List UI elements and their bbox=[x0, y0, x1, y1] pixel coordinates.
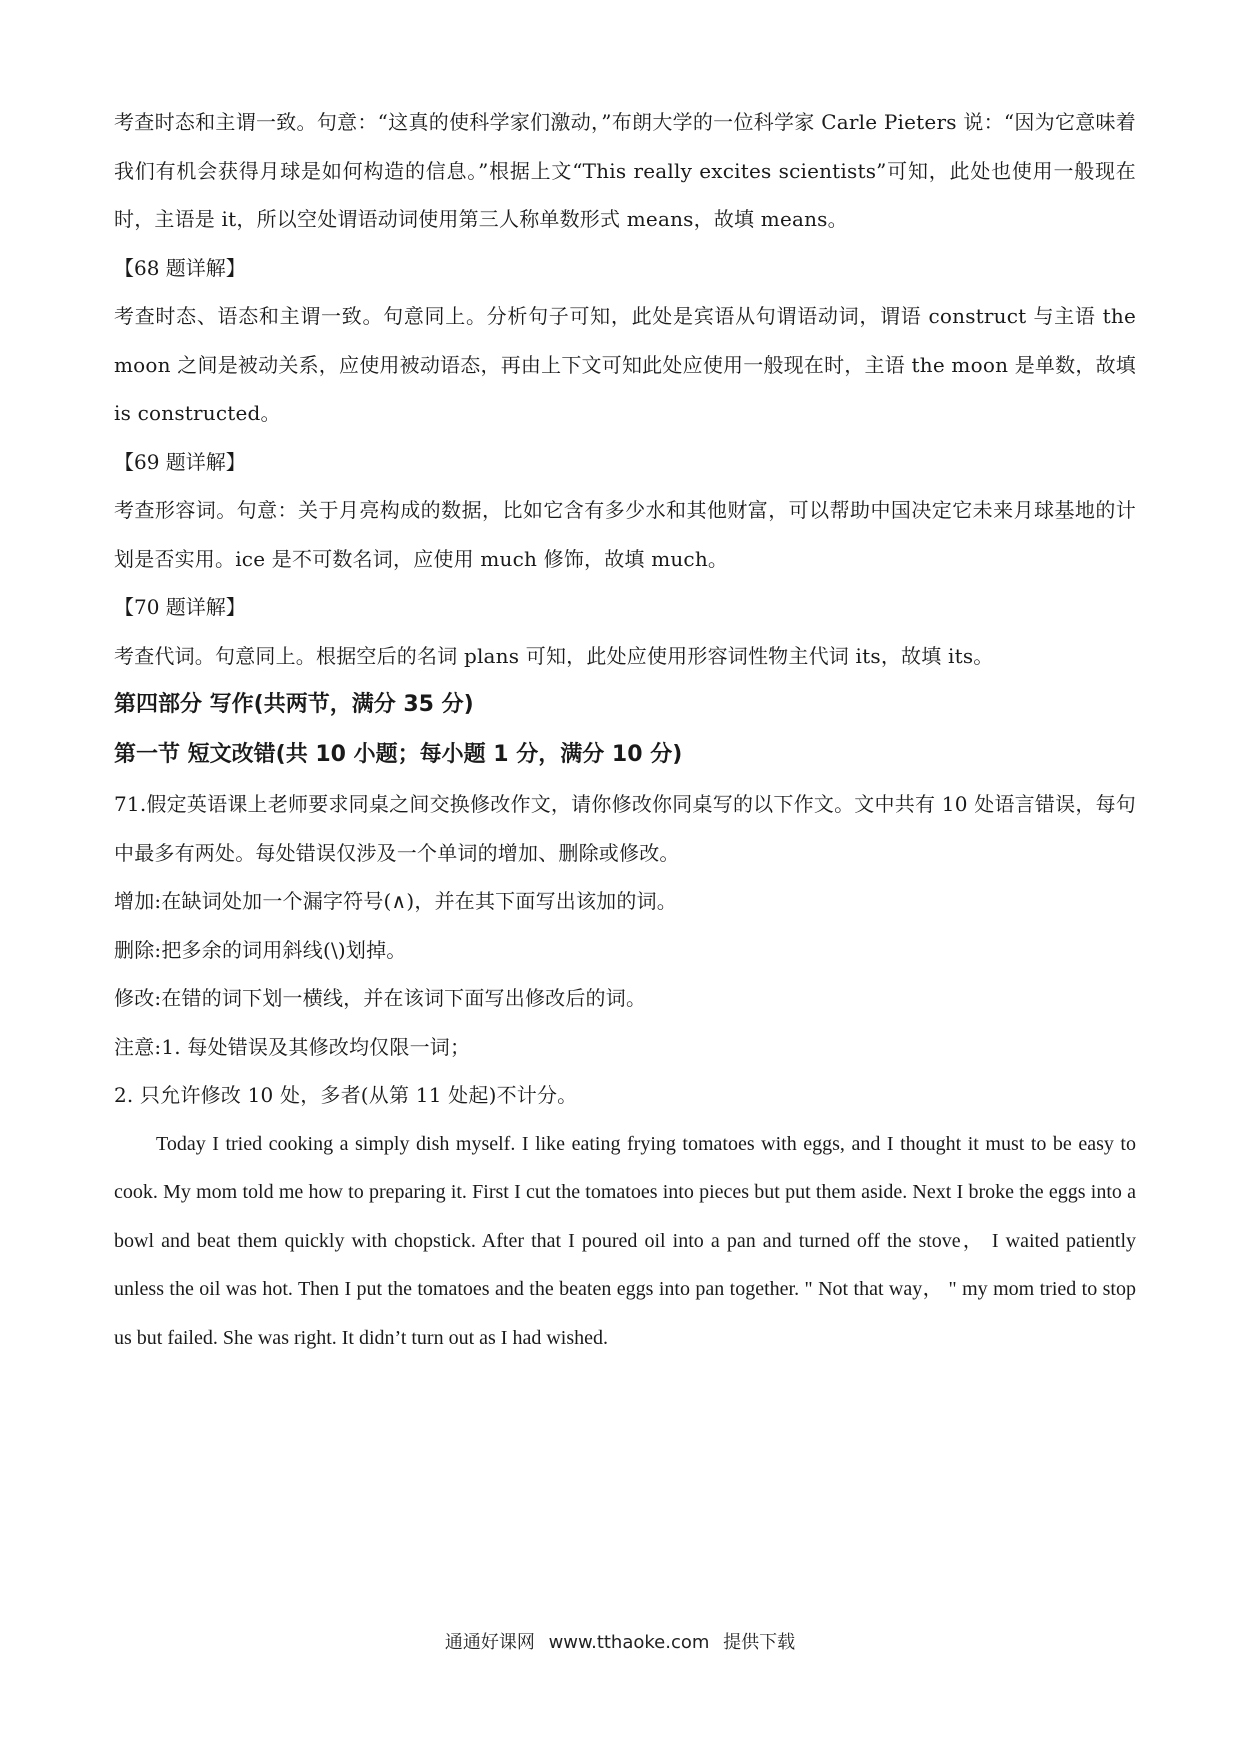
footer-action: 提供下载 bbox=[723, 1632, 796, 1653]
explanation-68-heading: 【68 题详解】 bbox=[114, 255, 246, 280]
correction-passage: Today I tried cooking a simply dish myself. I like eating frying tomatoes with eggs, and I thought it must to be easy to cook. My mom told me how to preparing it. First I cut the tomatoes into pieces but put them aside. Next I broke the eggs into a bowl and beat them quickly with chopstick. After that I poured oil into a pan and turned off the stove， I waited patiently unless the oil was hot. Then I put the tomatoes and the beaten eggs into pan together. " Not that way， " my mom tried to stop us but failed. She was right. It didn’t turn out as I had wished. bbox=[114, 1132, 1136, 1349]
instruction-main: 71.假定英语课上老师要求同桌之间交换修改作文，请你修改你同桌写的以下作文。文中共有 10 处语言错误，每句中最多有两处。每处错误仅涉及一个单词的增加、删除或修改。 bbox=[114, 792, 1136, 865]
explanation-69-heading: 【69 题详解】 bbox=[114, 449, 246, 474]
instruction-delete: 删除:把多余的词用斜线(\)划掉。 bbox=[114, 937, 407, 962]
document-page bbox=[114, 98, 1136, 1362]
instruction-modify: 修改:在错的词下划一横线，并在该词下面写出修改后的词。 bbox=[114, 986, 647, 1010]
section-title: 第一节 短文改错(共 10 小题；每小题 1 分，满分 10 分) bbox=[114, 742, 683, 767]
instruction-note-2: 2. 只允许修改 10 处，多者(从第 11 处起)不计分。 bbox=[114, 1083, 578, 1107]
explanation-67-text: 考查时态和主谓一致。句意：“这真的使科学家们激动，”布朗大学的一位科学家 Carle Pieters 说：“因为它意味着我们有机会获得月球是如何构造的信息。”根据上文“This really excites scientists”可知，此处也使用一般现在时，主语是 it，所以空处谓语动词使用第三人称单数形式 means，故填 means。 bbox=[114, 110, 1136, 231]
instruction-note-1: 注意:1. 每处错误及其修改均仅限一词； bbox=[114, 1034, 471, 1059]
explanation-70-text: 考查代词。句意同上。根据空后的名词 plans 可知，此处应使用形容词性物主代词 its，故填 its。 bbox=[114, 643, 994, 668]
instruction-add: 增加:在缺词处加一个漏字符号(∧)，并在其下面写出该加的词。 bbox=[114, 889, 677, 913]
footer-url: www.tthaoke.com bbox=[548, 1632, 710, 1653]
explanation-70-heading: 【70 题详解】 bbox=[114, 595, 246, 619]
explanation-69-text: 考查形容词。句意：关于月亮构成的数据，比如它含有多少水和其他财富，可以帮助中国决定它未来月球基地的计划是否实用。ice 是不可数名词，应使用 much 修饰，故填 much。 bbox=[114, 498, 1136, 571]
page-footer bbox=[0, 1628, 1240, 1654]
part-title: 第四部分 写作(共两节，满分 35 分) bbox=[114, 692, 474, 717]
explanation-68-text: 考查时态、语态和主谓一致。句意同上。分析句子可知，此处是宾语从句谓语动词，谓语 construct 与主语 the moon 之间是被动关系，应使用被动语态，再由上下文可知此处应使用一般现在时，主语 the moon 是单数，故填 is constructed。 bbox=[114, 304, 1136, 425]
footer-site-name: 通通好课网 bbox=[444, 1632, 535, 1653]
